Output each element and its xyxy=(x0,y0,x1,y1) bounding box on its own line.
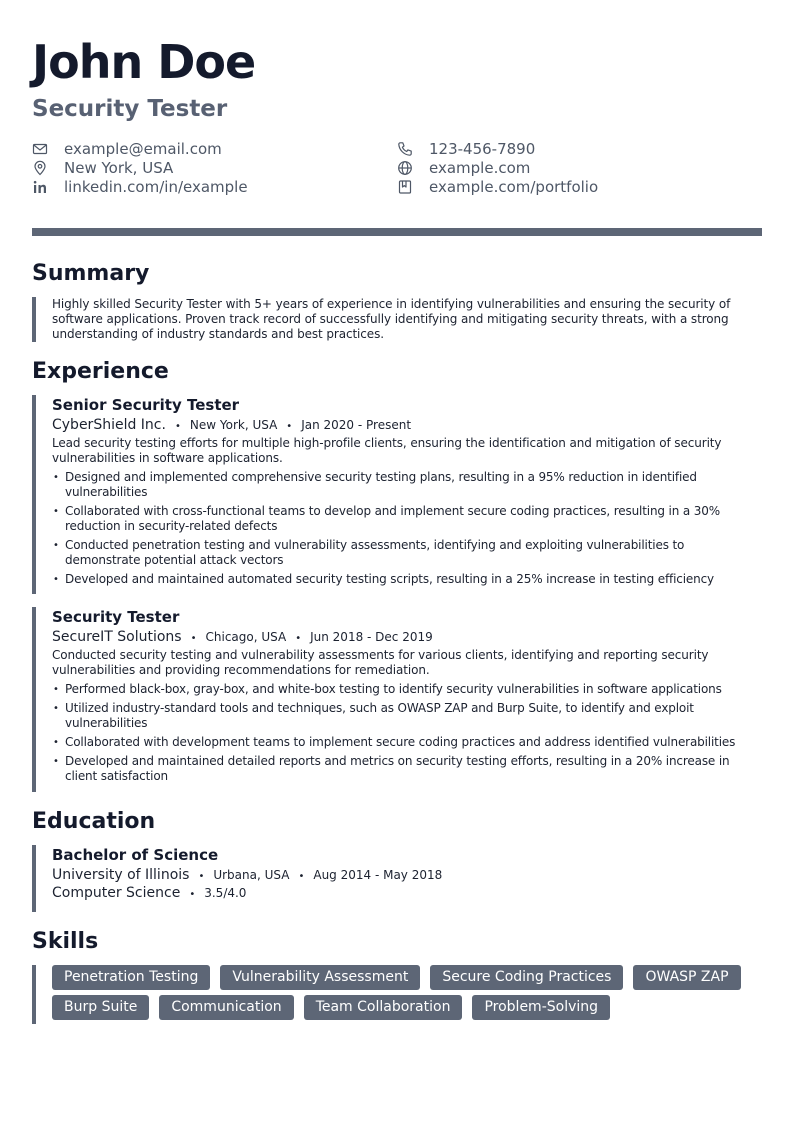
experience-description: Conducted security testing and vulnerability assessments for various clients, identifying and reporting security vulnerabilities and providing recommendations for remediation. xyxy=(52,648,709,677)
skill-chip: Penetration Testing xyxy=(52,965,210,990)
list-item: • Developed and maintained detailed reports and metrics on security testing efforts, resulting in a 20% increase in client satisfaction xyxy=(52,754,762,784)
email-text: example@email.com xyxy=(64,139,222,158)
map-pin-icon xyxy=(32,160,48,176)
contact-linkedin[interactable] xyxy=(32,177,248,196)
education-field-meta xyxy=(52,885,762,901)
experience-location: Chicago, USA xyxy=(205,630,287,644)
linkedin-icon xyxy=(32,179,48,195)
summary-text: Highly skilled Security Tester with 5+ years of experience in identifying vulnerabilities and ensuring the security of software applications. Proven track record of successfully identifying and mitigating security threats, with a strong understanding of industry standards and best practices. xyxy=(52,297,731,341)
skill-chip: Team Collaboration xyxy=(304,995,463,1020)
separator-dot: • xyxy=(198,871,205,882)
experience-bullets xyxy=(52,682,762,784)
experience-location: New York, USA xyxy=(189,418,278,432)
experience-role: Senior Security Tester xyxy=(52,396,240,414)
education-degree: Bachelor of Science xyxy=(52,846,219,864)
education-entry xyxy=(32,845,762,912)
phone-text: 123-456-7890 xyxy=(429,139,536,158)
website-text: example.com xyxy=(429,158,531,177)
skill-chip: OWASP ZAP xyxy=(633,965,740,990)
list-item: • Collaborated with development teams to implement secure coding practices and address identified vulnerabilities xyxy=(52,735,762,750)
education-heading: Education xyxy=(32,809,156,834)
skills-list xyxy=(52,965,778,1020)
list-item: • Performed black-box, gray-box, and white-box testing to identify security vulnerabilities in software applications xyxy=(52,682,762,697)
experience-heading: Experience xyxy=(32,359,169,384)
education-meta xyxy=(52,867,762,883)
list-item: • Designed and implemented comprehensive security testing plans, resulting in a 95% reduction in identified vulnerabilities xyxy=(52,470,762,500)
experience-meta xyxy=(52,417,762,433)
separator-dot: • xyxy=(298,871,305,882)
separator-dot: • xyxy=(189,889,196,900)
skills-heading: Skills xyxy=(32,929,99,954)
list-item: • Conducted penetration testing and vulnerability assessments, identifying and exploiting vulnerabilities to demonstrate potential attack vectors xyxy=(52,538,762,568)
skill-chip: Secure Coding Practices xyxy=(430,965,623,990)
list-item: • Utilized industry-standard tools and techniques, such as OWASP ZAP and Burp Suite, to identify and exploit vulnerabilities xyxy=(52,701,762,731)
experience-company: CyberShield Inc. xyxy=(52,417,166,433)
experience-entry xyxy=(32,607,762,792)
globe-icon xyxy=(397,160,413,176)
experience-meta xyxy=(52,629,762,645)
education-dates: Aug 2014 - May 2018 xyxy=(313,868,443,882)
contact-phone[interactable] xyxy=(397,139,535,158)
experience-dates: Jan 2020 - Present xyxy=(301,418,412,432)
portfolio-icon xyxy=(397,179,413,195)
contact-website[interactable] xyxy=(397,158,530,177)
linkedin-text: linkedin.com/in/example xyxy=(64,177,248,196)
separator-dot: • xyxy=(190,633,197,644)
summary-heading: Summary xyxy=(32,261,150,286)
location-text: New York, USA xyxy=(64,158,174,177)
portfolio-text: example.com/portfolio xyxy=(429,177,599,196)
separator-dot: • xyxy=(174,421,181,432)
education-location: Urbana, USA xyxy=(213,868,290,882)
header-divider xyxy=(32,228,762,236)
education-field: Computer Science xyxy=(52,885,181,901)
contact-email[interactable] xyxy=(32,139,222,158)
job-title-headline: Security Tester xyxy=(32,96,228,122)
experience-bullets xyxy=(52,470,762,587)
skills-block xyxy=(32,965,762,1024)
contact-location xyxy=(32,158,173,177)
education-gpa: 3.5/4.0 xyxy=(204,886,247,900)
experience-dates: Jun 2018 - Dec 2019 xyxy=(310,630,433,644)
phone-icon xyxy=(397,141,413,157)
separator-dot: • xyxy=(295,633,302,644)
experience-role: Security Tester xyxy=(52,608,180,626)
education-school: University of Illinois xyxy=(52,867,190,883)
skill-chip: Burp Suite xyxy=(52,995,149,1020)
experience-company: SecureIT Solutions xyxy=(52,629,182,645)
mail-icon xyxy=(32,141,48,157)
skill-chip: Problem-Solving xyxy=(472,995,610,1020)
skill-chip: Communication xyxy=(159,995,293,1020)
separator-dot: • xyxy=(286,421,293,432)
list-item: • Developed and maintained automated security testing scripts, resulting in a 25% increase in testing efficiency xyxy=(52,572,762,587)
experience-entry xyxy=(32,395,762,594)
contact-portfolio[interactable] xyxy=(397,177,598,196)
experience-description: Lead security testing efforts for multiple high-profile clients, ensuring the identification and mitigation of security vulnerabilities in software applications. xyxy=(52,436,722,465)
list-item: • Collaborated with cross-functional teams to develop and implement secure coding practices, resulting in a 30% reduction in security-related defects xyxy=(52,504,762,534)
skill-chip: Vulnerability Assessment xyxy=(220,965,420,990)
summary-block xyxy=(32,297,762,342)
candidate-name: John Doe xyxy=(32,35,256,89)
